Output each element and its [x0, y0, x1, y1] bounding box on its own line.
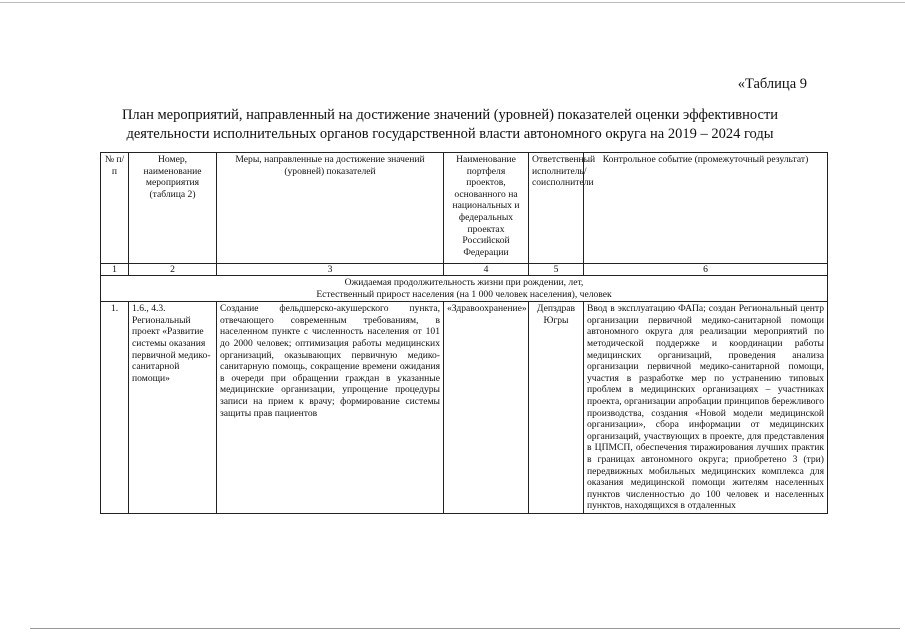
row-number: 1. [101, 302, 129, 514]
document-title [100, 106, 800, 144]
section-line-1: Ожидаемая продолжительность жизни при рождении, лет, [344, 277, 584, 288]
scan-edge-top [0, 2, 905, 3]
table-header-row [101, 153, 828, 264]
table-row [101, 302, 828, 514]
section-heading [101, 276, 828, 302]
column-number: 4 [444, 264, 529, 276]
plan-table [100, 152, 828, 514]
title-line-1: План мероприятий, направленный на достижение значений (уровней) показателей оценки эффективности [121, 107, 779, 123]
row-event: 1.6., 4.3. Региональный проект «Развитие системы оказания первичной медико-санитарной помощи» [129, 302, 217, 514]
column-number: 2 [129, 264, 217, 276]
scan-edge-bottom [30, 628, 900, 629]
header-event: Номер, наименование мероприятия (таблица 2) [129, 153, 217, 264]
row-responsible: Депздрав Югры [529, 302, 584, 514]
row-portfolio: «Здравоохранение» [444, 302, 529, 514]
row-measures: Создание фельдшерско-акушерского пункта, отвечающего современным требованиям, в населенном пункте с численность населения от 101 до 2000 человек; оптимизация работы медицинских организаций, оказывающих первичную медико-санитарную помощь, сокращение времени ожидания в очереди при обращении граждан в указанные медицинские организации, упрощение процедуры записи на прием к врачу; формирование системы защиты прав пациентов [217, 302, 444, 514]
header-responsible: Ответственный исполнитель/соисполнители [529, 153, 584, 264]
table-label: «Таблица 9 [737, 76, 807, 92]
row-result: Ввод в эксплуатацию ФАПа; создан Региональный центр организации первичной медико-санитарной помощи автономного округа для реализации мероприятий по методической поддержке и координации работы медицинских организаций, проведения анализа организации первичной медико-санитарной помощи, участия в разработке мер по устранению типовых проблем в медицинских организациях – участниках проекта, организации апробации принципов бережливого производства, создания «Новой модели медицинской организации», сбора информации от медицинских организаций, участвующих в проекте, для представления в ЦПМСП, обеспечения тиражирования лучших практик в границах автономного округа; приобретено 3 (три) передвижных мобильных медицинских комплекса для оказания медицинской помощи жителям населенных пунктов численностью до 100 человек и населенных пунктов, находящихся в отдаленных [584, 302, 828, 514]
column-number-row [101, 264, 828, 276]
header-portfolio: Наименование портфеля проектов, основанного на национальных и федеральных проектах Российской Федерации [444, 153, 529, 264]
column-number: 1 [101, 264, 129, 276]
title-line-2: деятельности исполнительных органов государственной власти автономного округа на 2019 – 2024 годы [126, 126, 774, 142]
column-number: 3 [217, 264, 444, 276]
section-line-2: Естественный прирост населения (на 1 000 человек населения), человек [316, 288, 612, 300]
header-number: № п/п [101, 153, 129, 264]
column-number: 5 [529, 264, 584, 276]
header-result: Контрольное событие (промежуточный результат) [584, 153, 828, 264]
header-measures: Меры, направленные на достижение значений (уровней) показателей [217, 153, 444, 264]
column-number: 6 [584, 264, 828, 276]
section-row [101, 276, 828, 302]
